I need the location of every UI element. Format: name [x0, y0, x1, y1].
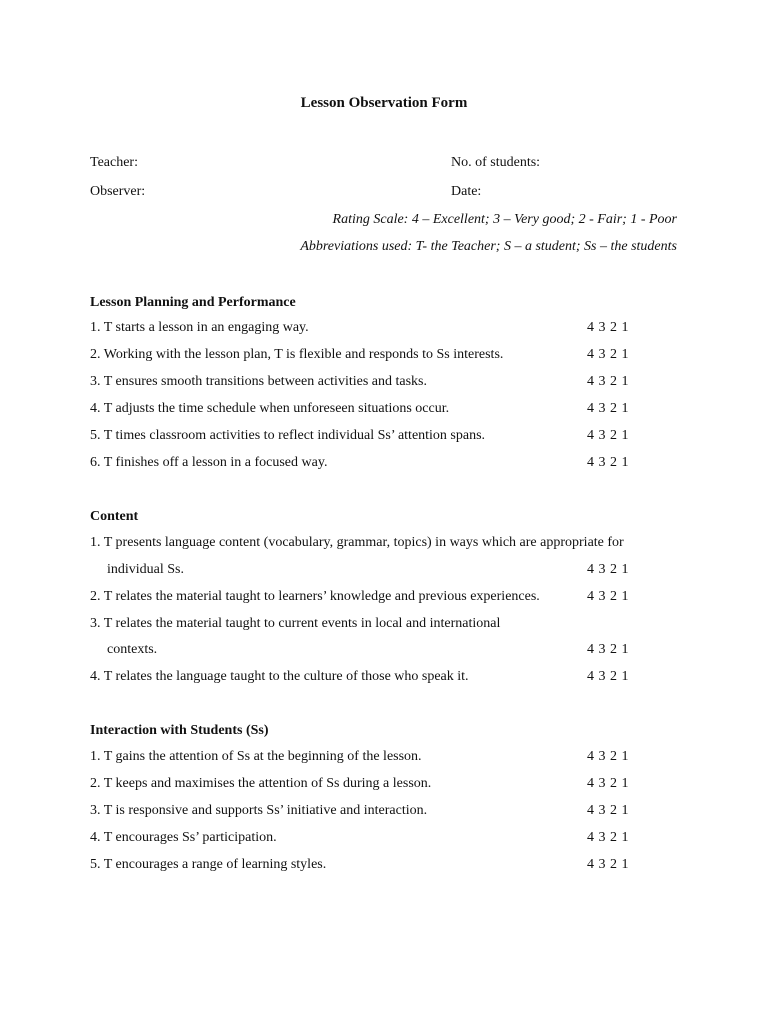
rating-scale: 4 3 2 1	[587, 642, 629, 657]
rating-scale: 4 3 2 1	[587, 320, 629, 335]
list-item: 1. T starts a lesson in an engaging way.	[90, 320, 309, 335]
rating-scale: 4 3 2 1	[587, 803, 629, 818]
rating-scale-note: Rating Scale: 4 – Excellent; 3 – Very good; 2 - Fair; 1 - Poor	[332, 212, 677, 227]
list-item-continuation: contexts.	[107, 642, 158, 657]
teacher-label: Teacher:	[90, 155, 138, 170]
list-item: 4. T relates the language taught to the culture of those who speak it.	[90, 669, 469, 684]
list-item: 1. T gains the attention of Ss at the beginning of the lesson.	[90, 749, 422, 764]
list-item-continuation: individual Ss.	[107, 562, 185, 577]
abbreviations-note: Abbreviations used: T- the Teacher; S – a student; Ss – the students	[300, 239, 677, 254]
list-item: 3. T is responsive and supports Ss’ initiative and interaction.	[90, 803, 428, 818]
observer-label: Observer:	[90, 184, 146, 199]
list-item: 6. T finishes off a lesson in a focused way.	[90, 455, 328, 470]
list-item: 3. T ensures smooth transitions between activities and tasks.	[90, 374, 427, 389]
rating-scale: 4 3 2 1	[587, 428, 629, 443]
rating-scale: 4 3 2 1	[587, 776, 629, 791]
rating-scale: 4 3 2 1	[587, 669, 629, 684]
rating-scale: 4 3 2 1	[587, 749, 629, 764]
list-item: 2. T keeps and maximises the attention of Ss during a lesson.	[90, 776, 432, 791]
list-item: 5. T encourages a range of learning styles.	[90, 857, 327, 872]
rating-scale: 4 3 2 1	[587, 374, 629, 389]
list-item: 3. T relates the material taught to current events in local and international	[90, 616, 501, 631]
section-heading-content: Content	[90, 509, 139, 524]
list-item: 4. T encourages Ss’ participation.	[90, 830, 277, 845]
list-item: 1. T presents language content (vocabulary, grammar, topics) in ways which are appropriate for	[90, 535, 624, 550]
students-count-label: No. of students:	[451, 155, 541, 170]
section-heading-interaction: Interaction with Students (Ss)	[90, 723, 269, 738]
section-heading-planning: Lesson Planning and Performance	[90, 295, 296, 310]
rating-scale: 4 3 2 1	[587, 830, 629, 845]
form-title: Lesson Observation Form	[300, 95, 468, 111]
rating-scale: 4 3 2 1	[587, 562, 629, 577]
rating-scale: 4 3 2 1	[587, 347, 629, 362]
list-item: 2. T relates the material taught to learners’ knowledge and previous experiences.	[90, 589, 540, 604]
rating-scale: 4 3 2 1	[587, 455, 629, 470]
list-item: 4. T adjusts the time schedule when unforeseen situations occur.	[90, 401, 450, 416]
list-item: 2. Working with the lesson plan, T is flexible and responds to Ss interests.	[90, 347, 504, 362]
list-item: 5. T times classroom activities to reflect individual Ss’ attention spans.	[90, 428, 486, 443]
rating-scale: 4 3 2 1	[587, 857, 629, 872]
rating-scale: 4 3 2 1	[587, 589, 629, 604]
rating-scale: 4 3 2 1	[587, 401, 629, 416]
date-label: Date:	[451, 184, 482, 199]
